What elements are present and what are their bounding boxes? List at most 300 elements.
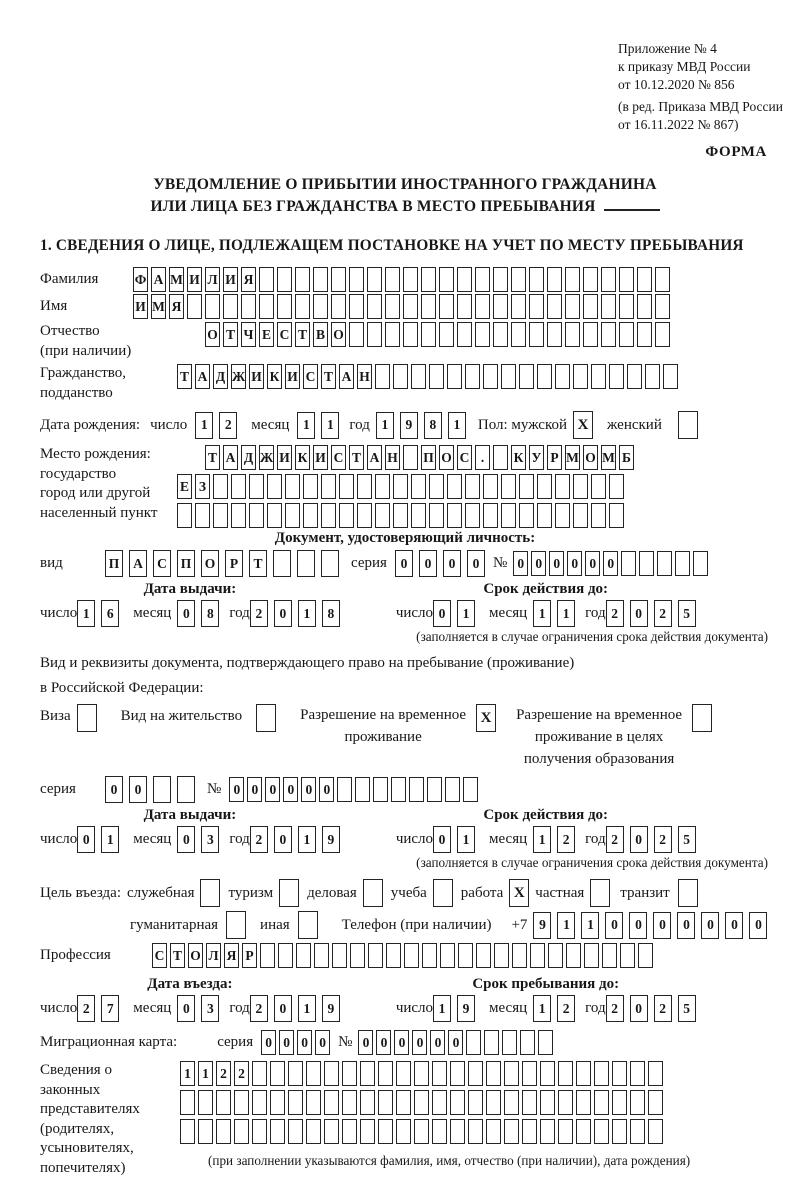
char-cell[interactable] — [177, 503, 192, 528]
citizenship-field[interactable] — [177, 364, 678, 389]
char-cell[interactable]: 2 — [234, 1061, 249, 1086]
char-cell[interactable] — [409, 777, 424, 802]
stay-year[interactable] — [606, 995, 696, 1022]
char-cell[interactable] — [313, 294, 328, 319]
entry-day[interactable] — [77, 995, 119, 1022]
legal-reps-line3[interactable] — [180, 1119, 690, 1144]
char-cell[interactable] — [231, 503, 246, 528]
char-cell[interactable] — [429, 474, 444, 499]
char-cell[interactable]: Ж — [259, 445, 274, 470]
phone-field[interactable] — [533, 912, 767, 939]
char-cell[interactable] — [349, 267, 364, 292]
char-cell[interactable]: 2 — [557, 826, 575, 853]
char-cell[interactable] — [619, 294, 634, 319]
char-cell[interactable] — [573, 474, 588, 499]
char-cell[interactable] — [285, 503, 300, 528]
char-cell[interactable]: 8 — [201, 600, 219, 627]
purpose-transit-checkbox[interactable] — [678, 879, 698, 907]
char-cell[interactable] — [385, 267, 400, 292]
char-cell[interactable]: 1 — [533, 826, 551, 853]
char-cell[interactable]: С — [457, 445, 472, 470]
char-cell[interactable] — [373, 777, 388, 802]
char-cell[interactable] — [458, 943, 473, 968]
char-cell[interactable]: 0 — [395, 550, 413, 577]
char-cell[interactable]: К — [511, 445, 526, 470]
char-cell[interactable] — [429, 364, 444, 389]
char-cell[interactable] — [601, 267, 616, 292]
char-cell[interactable]: 0 — [177, 995, 195, 1022]
char-cell[interactable]: С — [153, 550, 171, 577]
char-cell[interactable] — [349, 322, 364, 347]
char-cell[interactable] — [540, 1090, 555, 1115]
char-cell[interactable]: М — [169, 267, 184, 292]
char-cell[interactable] — [396, 1090, 411, 1115]
char-cell[interactable] — [378, 1061, 393, 1086]
char-cell[interactable]: А — [151, 267, 166, 292]
char-cell[interactable] — [450, 1061, 465, 1086]
purpose-study-checkbox[interactable] — [433, 879, 453, 907]
char-cell[interactable] — [576, 1061, 591, 1086]
char-cell[interactable] — [476, 943, 491, 968]
char-cell[interactable] — [303, 474, 318, 499]
char-cell[interactable] — [198, 1119, 213, 1144]
char-cell[interactable]: И — [313, 445, 328, 470]
char-cell[interactable]: Ф — [133, 267, 148, 292]
char-cell[interactable] — [537, 474, 552, 499]
char-cell[interactable]: 0 — [467, 550, 485, 577]
char-cell[interactable] — [501, 503, 516, 528]
char-cell[interactable]: 9 — [322, 995, 340, 1022]
char-cell[interactable]: С — [303, 364, 318, 389]
char-cell[interactable]: 1 — [448, 412, 466, 439]
char-cell[interactable]: 2 — [216, 1061, 231, 1086]
char-cell[interactable] — [422, 943, 437, 968]
char-cell[interactable] — [414, 1090, 429, 1115]
char-cell[interactable] — [267, 503, 282, 528]
char-cell[interactable] — [522, 1119, 537, 1144]
patronymic-field[interactable] — [205, 322, 670, 347]
char-cell[interactable] — [433, 879, 453, 907]
char-cell[interactable] — [375, 474, 390, 499]
char-cell[interactable]: 0 — [448, 1030, 463, 1055]
permit-valid-year[interactable] — [606, 826, 696, 853]
char-cell[interactable] — [295, 294, 310, 319]
char-cell[interactable] — [439, 322, 454, 347]
char-cell[interactable]: Я — [169, 294, 184, 319]
char-cell[interactable]: 0 — [531, 551, 546, 576]
char-cell[interactable] — [504, 1090, 519, 1115]
char-cell[interactable]: О — [439, 445, 454, 470]
char-cell[interactable]: 2 — [606, 995, 624, 1022]
char-cell[interactable] — [529, 322, 544, 347]
char-cell[interactable]: 0 — [394, 1030, 409, 1055]
char-cell[interactable]: Б — [619, 445, 634, 470]
char-cell[interactable] — [411, 364, 426, 389]
char-cell[interactable] — [655, 267, 670, 292]
char-cell[interactable] — [678, 411, 698, 439]
char-cell[interactable] — [339, 474, 354, 499]
char-cell[interactable] — [403, 294, 418, 319]
char-cell[interactable] — [439, 267, 454, 292]
char-cell[interactable]: И — [277, 445, 292, 470]
char-cell[interactable] — [249, 474, 264, 499]
char-cell[interactable]: 0 — [749, 912, 767, 939]
char-cell[interactable]: 0 — [630, 995, 648, 1022]
char-cell[interactable] — [501, 364, 516, 389]
char-cell[interactable] — [349, 294, 364, 319]
char-cell[interactable] — [540, 1061, 555, 1086]
char-cell[interactable]: 3 — [201, 826, 219, 853]
char-cell[interactable] — [403, 322, 418, 347]
char-cell[interactable]: 1 — [557, 600, 575, 627]
char-cell[interactable] — [619, 322, 634, 347]
char-cell[interactable] — [342, 1061, 357, 1086]
purpose-official-checkbox[interactable] — [200, 879, 220, 907]
char-cell[interactable] — [519, 474, 534, 499]
char-cell[interactable]: 0 — [677, 912, 695, 939]
char-cell[interactable] — [566, 943, 581, 968]
char-cell[interactable]: Л — [205, 267, 220, 292]
char-cell[interactable]: 2 — [250, 600, 268, 627]
char-cell[interactable]: Н — [385, 445, 400, 470]
char-cell[interactable] — [223, 294, 238, 319]
char-cell[interactable] — [216, 1119, 231, 1144]
char-cell[interactable] — [391, 777, 406, 802]
doc-issue-month[interactable] — [177, 600, 219, 627]
char-cell[interactable] — [331, 267, 346, 292]
char-cell[interactable] — [432, 1119, 447, 1144]
char-cell[interactable] — [355, 777, 370, 802]
char-cell[interactable] — [511, 294, 526, 319]
char-cell[interactable]: 0 — [443, 550, 461, 577]
legal-reps-line1[interactable] — [180, 1061, 690, 1086]
char-cell[interactable] — [465, 364, 480, 389]
char-cell[interactable] — [450, 1090, 465, 1115]
char-cell[interactable]: 0 — [261, 1030, 276, 1055]
char-cell[interactable] — [637, 294, 652, 319]
char-cell[interactable]: 0 — [605, 912, 623, 939]
char-cell[interactable]: 0 — [567, 551, 582, 576]
char-cell[interactable] — [297, 550, 315, 577]
char-cell[interactable] — [637, 267, 652, 292]
char-cell[interactable] — [187, 294, 202, 319]
char-cell[interactable] — [675, 551, 690, 576]
char-cell[interactable]: 2 — [606, 600, 624, 627]
char-cell[interactable] — [648, 1061, 663, 1086]
temp-residence-checkbox[interactable] — [476, 704, 496, 732]
purpose-humanitarian-checkbox[interactable] — [226, 911, 246, 939]
char-cell[interactable]: 2 — [77, 995, 95, 1022]
birth-day-field[interactable] — [195, 412, 237, 439]
char-cell[interactable]: З — [195, 474, 210, 499]
char-cell[interactable]: Е — [177, 474, 192, 499]
char-cell[interactable]: 2 — [219, 412, 237, 439]
char-cell[interactable]: Я — [241, 267, 256, 292]
char-cell[interactable]: 2 — [250, 995, 268, 1022]
char-cell[interactable] — [630, 1061, 645, 1086]
char-cell[interactable] — [520, 1030, 535, 1055]
char-cell[interactable] — [609, 364, 624, 389]
char-cell[interactable] — [324, 1061, 339, 1086]
char-cell[interactable] — [591, 474, 606, 499]
char-cell[interactable]: В — [313, 322, 328, 347]
char-cell[interactable]: С — [152, 943, 167, 968]
char-cell[interactable] — [558, 1090, 573, 1115]
char-cell[interactable] — [360, 1090, 375, 1115]
char-cell[interactable]: 8 — [322, 600, 340, 627]
char-cell[interactable]: . — [475, 445, 490, 470]
char-cell[interactable]: 3 — [201, 995, 219, 1022]
char-cell[interactable]: Е — [259, 322, 274, 347]
char-cell[interactable] — [486, 1061, 501, 1086]
char-cell[interactable] — [403, 267, 418, 292]
char-cell[interactable] — [288, 1119, 303, 1144]
char-cell[interactable] — [457, 322, 472, 347]
char-cell[interactable] — [252, 1090, 267, 1115]
char-cell[interactable]: 0 — [430, 1030, 445, 1055]
char-cell[interactable] — [465, 474, 480, 499]
char-cell[interactable] — [296, 943, 311, 968]
char-cell[interactable] — [393, 364, 408, 389]
char-cell[interactable] — [411, 474, 426, 499]
char-cell[interactable] — [555, 474, 570, 499]
char-cell[interactable] — [313, 267, 328, 292]
char-cell[interactable]: О — [331, 322, 346, 347]
char-cell[interactable]: 1 — [297, 412, 315, 439]
char-cell[interactable] — [565, 267, 580, 292]
char-cell[interactable]: А — [195, 364, 210, 389]
char-cell[interactable] — [511, 322, 526, 347]
char-cell[interactable] — [414, 1061, 429, 1086]
char-cell[interactable] — [447, 503, 462, 528]
char-cell[interactable] — [279, 879, 299, 907]
char-cell[interactable] — [375, 364, 390, 389]
char-cell[interactable] — [630, 1090, 645, 1115]
permit-issue-day[interactable] — [77, 826, 119, 853]
char-cell[interactable] — [483, 474, 498, 499]
char-cell[interactable] — [475, 267, 490, 292]
char-cell[interactable] — [565, 294, 580, 319]
char-cell[interactable] — [404, 943, 419, 968]
char-cell[interactable] — [522, 1061, 537, 1086]
char-cell[interactable] — [493, 445, 508, 470]
char-cell[interactable]: 2 — [654, 995, 672, 1022]
char-cell[interactable] — [378, 1119, 393, 1144]
char-cell[interactable] — [177, 776, 195, 803]
char-cell[interactable]: К — [295, 445, 310, 470]
profession-field[interactable] — [152, 943, 653, 968]
char-cell[interactable] — [252, 1061, 267, 1086]
char-cell[interactable]: 5 — [678, 995, 696, 1022]
char-cell[interactable] — [234, 1119, 249, 1144]
char-cell[interactable]: 9 — [400, 412, 418, 439]
char-cell[interactable] — [609, 503, 624, 528]
char-cell[interactable] — [321, 474, 336, 499]
char-cell[interactable]: 0 — [279, 1030, 294, 1055]
char-cell[interactable]: 0 — [653, 912, 671, 939]
char-cell[interactable] — [259, 294, 274, 319]
char-cell[interactable] — [547, 267, 562, 292]
char-cell[interactable] — [321, 503, 336, 528]
char-cell[interactable] — [548, 943, 563, 968]
char-cell[interactable] — [180, 1090, 195, 1115]
char-cell[interactable]: 5 — [678, 600, 696, 627]
char-cell[interactable] — [241, 294, 256, 319]
char-cell[interactable] — [421, 267, 436, 292]
stay-month[interactable] — [533, 995, 575, 1022]
char-cell[interactable] — [663, 364, 678, 389]
char-cell[interactable] — [77, 704, 97, 732]
char-cell[interactable] — [558, 1119, 573, 1144]
char-cell[interactable]: 1 — [298, 826, 316, 853]
char-cell[interactable] — [601, 322, 616, 347]
char-cell[interactable] — [260, 943, 275, 968]
char-cell[interactable]: 0 — [358, 1030, 373, 1055]
char-cell[interactable] — [590, 879, 610, 907]
char-cell[interactable] — [493, 294, 508, 319]
char-cell[interactable] — [439, 294, 454, 319]
char-cell[interactable]: 1 — [195, 412, 213, 439]
char-cell[interactable]: Д — [213, 364, 228, 389]
char-cell[interactable]: Т — [170, 943, 185, 968]
char-cell[interactable] — [360, 1061, 375, 1086]
char-cell[interactable] — [205, 294, 220, 319]
char-cell[interactable]: 0 — [513, 551, 528, 576]
char-cell[interactable]: 1 — [557, 912, 575, 939]
char-cell[interactable] — [213, 474, 228, 499]
char-cell[interactable] — [385, 322, 400, 347]
char-cell[interactable] — [655, 294, 670, 319]
given-name-field[interactable] — [133, 294, 670, 319]
char-cell[interactable] — [583, 267, 598, 292]
char-cell[interactable] — [285, 474, 300, 499]
char-cell[interactable]: И — [223, 267, 238, 292]
char-cell[interactable] — [486, 1090, 501, 1115]
char-cell[interactable] — [576, 1119, 591, 1144]
char-cell[interactable] — [267, 474, 282, 499]
purpose-business-checkbox[interactable] — [363, 879, 383, 907]
char-cell[interactable] — [591, 503, 606, 528]
char-cell[interactable] — [249, 503, 264, 528]
char-cell[interactable]: А — [129, 550, 147, 577]
char-cell[interactable] — [363, 879, 383, 907]
char-cell[interactable] — [583, 322, 598, 347]
char-cell[interactable] — [639, 551, 654, 576]
char-cell[interactable]: 0 — [77, 826, 95, 853]
char-cell[interactable]: 0 — [265, 777, 280, 802]
char-cell[interactable]: 1 — [180, 1061, 195, 1086]
char-cell[interactable]: 0 — [433, 826, 451, 853]
char-cell[interactable] — [547, 294, 562, 319]
char-cell[interactable]: 1 — [376, 412, 394, 439]
char-cell[interactable]: 1 — [101, 826, 119, 853]
char-cell[interactable] — [463, 777, 478, 802]
char-cell[interactable] — [504, 1119, 519, 1144]
char-cell[interactable] — [403, 445, 418, 470]
char-cell[interactable]: 0 — [419, 550, 437, 577]
char-cell[interactable] — [368, 943, 383, 968]
char-cell[interactable] — [324, 1090, 339, 1115]
char-cell[interactable] — [594, 1119, 609, 1144]
char-cell[interactable] — [393, 503, 408, 528]
birth-place-line3[interactable] — [177, 503, 634, 528]
char-cell[interactable]: 2 — [606, 826, 624, 853]
char-cell[interactable] — [195, 503, 210, 528]
char-cell[interactable] — [457, 267, 472, 292]
char-cell[interactable]: Н — [357, 364, 372, 389]
permit-valid-month[interactable] — [533, 826, 575, 853]
char-cell[interactable] — [357, 503, 372, 528]
char-cell[interactable] — [573, 364, 588, 389]
char-cell[interactable] — [537, 364, 552, 389]
char-cell[interactable]: X — [573, 411, 593, 439]
char-cell[interactable] — [519, 364, 534, 389]
char-cell[interactable] — [367, 322, 382, 347]
char-cell[interactable] — [540, 1119, 555, 1144]
char-cell[interactable] — [501, 474, 516, 499]
char-cell[interactable] — [530, 943, 545, 968]
char-cell[interactable]: 2 — [654, 600, 672, 627]
char-cell[interactable]: 0 — [229, 777, 244, 802]
char-cell[interactable] — [465, 503, 480, 528]
char-cell[interactable] — [298, 911, 318, 939]
char-cell[interactable]: 0 — [129, 776, 147, 803]
char-cell[interactable] — [648, 1119, 663, 1144]
char-cell[interactable] — [231, 474, 246, 499]
char-cell[interactable]: 6 — [101, 600, 119, 627]
sex-female-checkbox[interactable] — [678, 411, 698, 439]
char-cell[interactable] — [504, 1061, 519, 1086]
char-cell[interactable] — [486, 1119, 501, 1144]
char-cell[interactable] — [288, 1061, 303, 1086]
char-cell[interactable] — [153, 776, 171, 803]
char-cell[interactable] — [421, 294, 436, 319]
doc-type-field[interactable] — [105, 550, 339, 577]
char-cell[interactable]: У — [529, 445, 544, 470]
char-cell[interactable] — [609, 474, 624, 499]
char-cell[interactable]: А — [223, 445, 238, 470]
char-cell[interactable] — [432, 1061, 447, 1086]
char-cell[interactable] — [484, 1030, 499, 1055]
entry-year[interactable] — [250, 995, 340, 1022]
char-cell[interactable]: 0 — [549, 551, 564, 576]
char-cell[interactable]: Т — [321, 364, 336, 389]
char-cell[interactable] — [342, 1119, 357, 1144]
char-cell[interactable]: 2 — [250, 826, 268, 853]
char-cell[interactable] — [637, 322, 652, 347]
permit-valid-day[interactable] — [433, 826, 475, 853]
char-cell[interactable] — [360, 1119, 375, 1144]
char-cell[interactable]: 0 — [301, 777, 316, 802]
char-cell[interactable] — [421, 322, 436, 347]
char-cell[interactable] — [386, 943, 401, 968]
char-cell[interactable]: 0 — [701, 912, 719, 939]
char-cell[interactable]: М — [601, 445, 616, 470]
char-cell[interactable]: И — [187, 267, 202, 292]
char-cell[interactable]: 0 — [585, 551, 600, 576]
char-cell[interactable]: 1 — [581, 912, 599, 939]
char-cell[interactable] — [396, 1061, 411, 1086]
char-cell[interactable] — [693, 551, 708, 576]
char-cell[interactable] — [306, 1090, 321, 1115]
char-cell[interactable]: 1 — [533, 600, 551, 627]
char-cell[interactable] — [180, 1119, 195, 1144]
char-cell[interactable] — [427, 777, 442, 802]
char-cell[interactable] — [367, 294, 382, 319]
char-cell[interactable]: 5 — [678, 826, 696, 853]
char-cell[interactable] — [468, 1061, 483, 1086]
char-cell[interactable]: 0 — [433, 600, 451, 627]
